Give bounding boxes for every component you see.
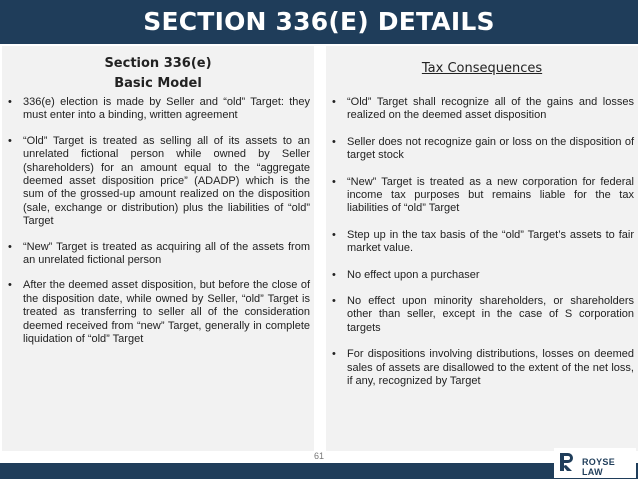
tax-consequence-item	[328, 295, 634, 335]
tax-consequence-item-text: “Old” Target shall recognize all of the gains and losses realized on the deemed asset disposition	[347, 96, 634, 122]
basic-model-heading	[2, 54, 314, 94]
bullet-icon: •	[332, 295, 336, 308]
basic-model-heading-line2: Basic Model	[114, 76, 202, 91]
tax-consequence-item	[328, 348, 634, 388]
tax-consequence-item	[328, 136, 634, 163]
bullet-icon: •	[332, 348, 336, 361]
tax-consequence-item-text: Step up in the tax basis of the “old” Target’s assets to fair market value.	[347, 228, 634, 255]
bullet-icon: •	[332, 175, 336, 188]
bullet-icon: •	[8, 96, 12, 108]
basic-model-item	[4, 279, 310, 346]
bullet-icon: •	[332, 228, 336, 241]
tax-consequences-column	[326, 46, 638, 451]
basic-model-item-text: “Old” Target is treated as selling all of its assets to an unrelated fictional person while owned by Seller (shareholders) for an amount equal to the “aggregate deemed asset disposition price” (ADADP) which is the sum of the grossed-up amount realized on the disposition (sale, exchange or distribution) plus the liabilities of “old” Target	[23, 134, 310, 228]
basic-model-list	[4, 96, 310, 359]
tax-consequence-item-text: Seller does not recognize gain or loss on the disposition of target stock	[347, 135, 634, 162]
basic-model-item	[4, 241, 310, 268]
tax-consequence-item-text: No effect upon a purchaser	[347, 268, 480, 281]
basic-model-item-text: “New” Target is treated as acquiring all of the assets from an unrelated fictional person	[23, 240, 310, 267]
royse-law-logo-icon	[558, 451, 576, 473]
bullet-icon: •	[332, 135, 336, 148]
tax-consequence-item	[328, 269, 634, 282]
tax-consequence-item-text: For dispositions involving distributions, losses on deemed sales of assets are disallowed to the extent of the net loss, if any, recognized by Target	[347, 348, 634, 388]
basic-model-item	[4, 96, 310, 123]
page-number: 61	[313, 451, 324, 461]
basic-model-item-text: 336(e) election is made by Seller and “old” Target: they must enter into a binding, written agreement	[23, 96, 310, 122]
basic-model-heading-line1: Section 336(e)	[104, 56, 212, 71]
tax-consequence-item	[328, 176, 634, 216]
bullet-icon: •	[8, 279, 12, 292]
tax-consequence-item-text: No effect upon minority shareholders, or shareholders other than seller, except in the case of S corporation targets	[347, 295, 634, 334]
footer-bar	[0, 463, 638, 479]
tax-consequences-list	[328, 96, 634, 402]
tax-consequences-heading: Tax Consequences	[421, 61, 543, 76]
basic-model-item	[4, 135, 310, 229]
bullet-icon: •	[8, 134, 12, 147]
bullet-icon: •	[332, 268, 336, 281]
bullet-icon: •	[8, 240, 12, 253]
slide-title: SECTION 336(E) DETAILS	[143, 7, 495, 36]
royse-law-logo-text: ROYSE LAW	[582, 457, 616, 477]
basic-model-item-text: After the deemed asset disposition, but before the close of the disposition date, while owned by Seller, “old” Target is treated as transferring to seller all of the consideration deemed received from “new” Target, generally in complete liquidation of “old” Target	[23, 279, 310, 346]
tax-consequence-item-text: “New” Target is treated as a new corporation for federal income tax purposes but remains liable for the tax liabilities of “old” Target	[347, 175, 634, 215]
bullet-icon: •	[332, 96, 336, 108]
tax-consequence-item	[328, 229, 634, 256]
basic-model-column	[2, 46, 314, 451]
royse-law-logo	[554, 448, 636, 478]
tax-consequence-item	[328, 96, 634, 123]
